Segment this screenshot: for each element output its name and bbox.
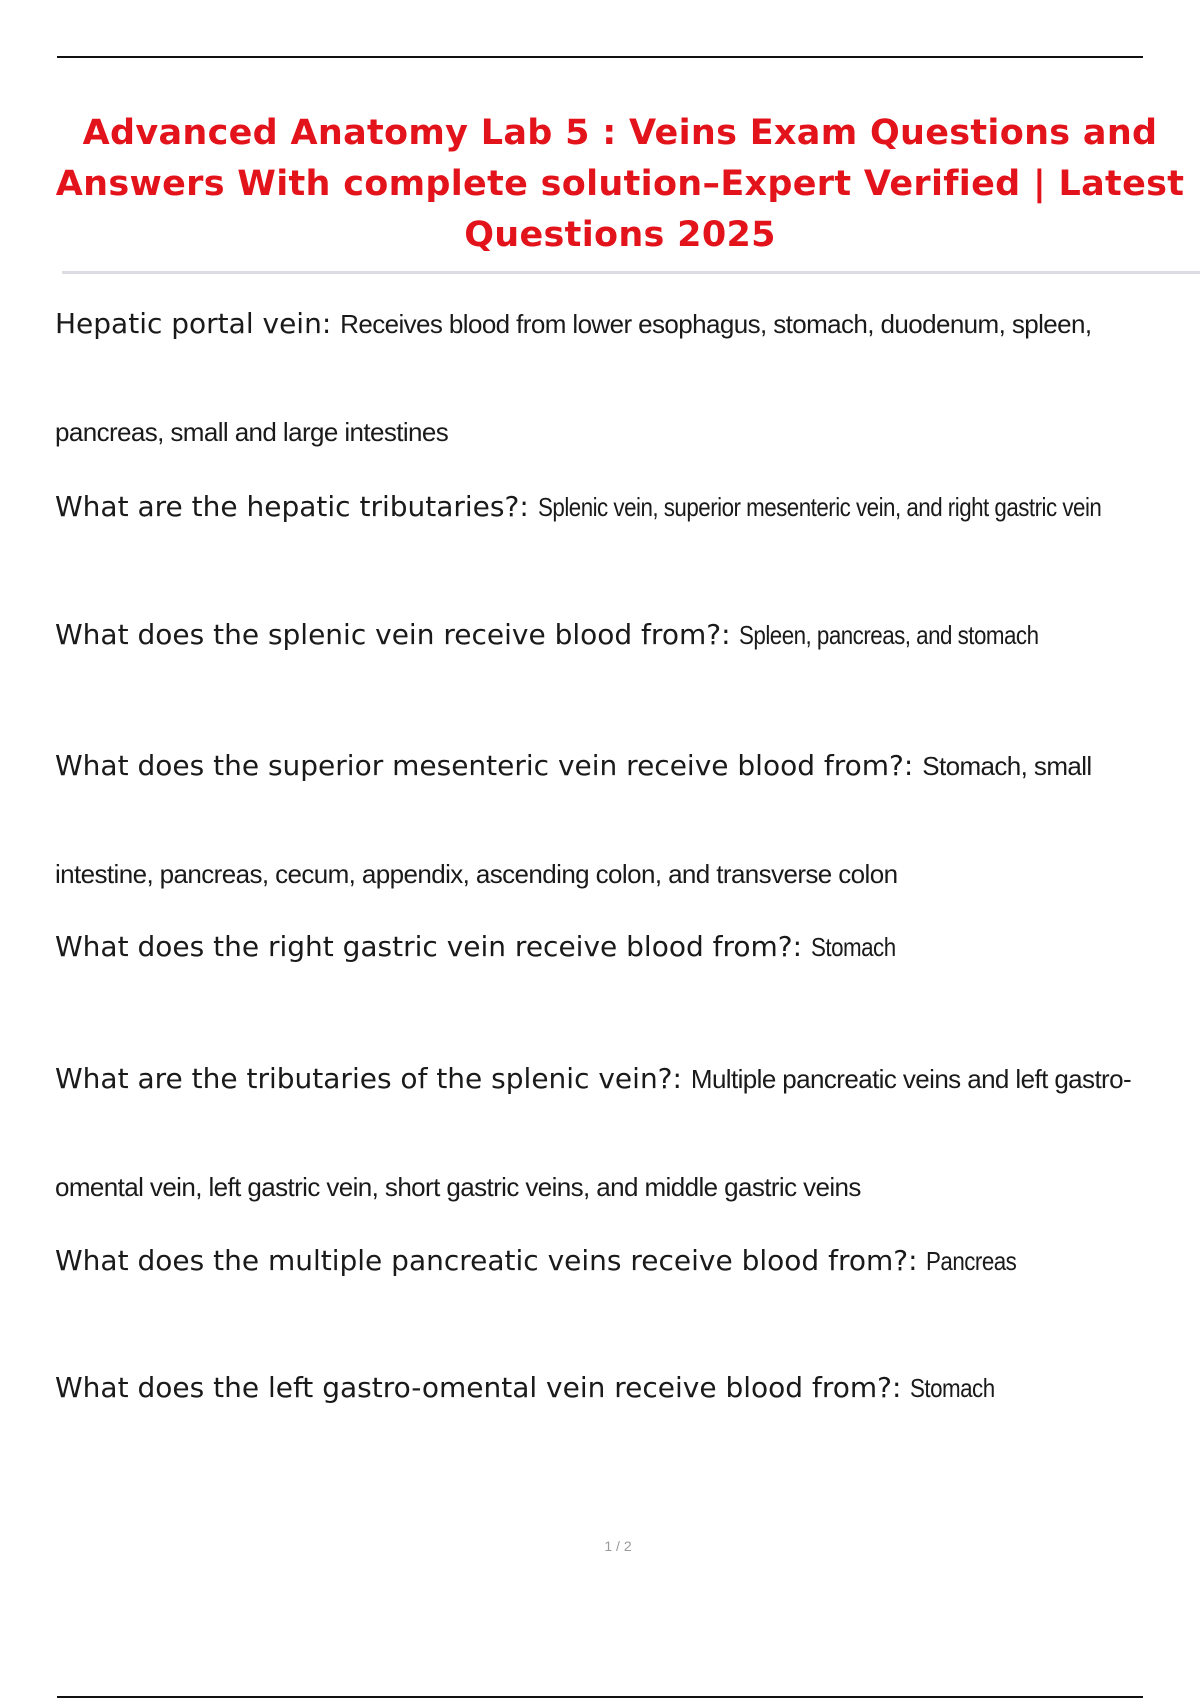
qa-item-hepatic-tributaries — [55, 490, 1200, 523]
qa-item-splenic-vein-tributaries — [55, 1025, 1195, 1241]
question-text: What does the superior mesenteric vein receive blood from?: — [55, 749, 914, 782]
document-title: Advanced Anatomy Lab 5 : Veins Exam Questions and Answers With complete solution–Expert Verified | Latest Questions 2025 — [55, 113, 1185, 255]
answer-text: Pancreas — [926, 1246, 1017, 1276]
answer-text: Stomach — [910, 1373, 995, 1403]
question-text: Hepatic portal vein: — [55, 307, 332, 340]
answer-text: Spleen, pancreas, and stomach — [739, 620, 1039, 650]
question-text: What does the right gastric vein receive blood from?: — [55, 930, 803, 963]
answer-text: Stomach, small intestine, pancreas, cecum, appendix, ascending colon, and transverse colon — [55, 751, 1092, 889]
qa-item-superior-mesenteric-vein-source — [55, 712, 1195, 928]
qa-item-pancreatic-veins-source — [55, 1244, 1200, 1277]
question-text: What are the hepatic tributaries?: — [55, 490, 529, 523]
answer-text: Splenic vein, superior mesenteric vein, and right gastric vein — [537, 492, 1102, 522]
answer-text: Stomach — [811, 932, 896, 962]
question-text: What does the multiple pancreatic veins receive blood from?: — [55, 1244, 918, 1277]
page-number: 1 / 2 — [604, 1538, 632, 1554]
qa-item-hepatic-portal-vein — [55, 270, 1195, 486]
qa-item-left-gastro-omental-vein-source — [55, 1371, 1200, 1404]
top-rule — [57, 56, 1143, 58]
bottom-rule — [57, 1696, 1143, 1698]
question-text: What does the left gastro-omental vein receive blood from?: — [55, 1371, 902, 1404]
question-text: What does the splenic vein receive blood from?: — [55, 618, 731, 651]
qa-item-right-gastric-vein-source — [55, 930, 1200, 963]
answer-text: Receives blood from lower esophagus, stomach, duodenum, spleen, pancreas, small and large intestines — [55, 309, 1092, 447]
question-text: What are the tributaries of the splenic vein?: — [55, 1062, 682, 1095]
qa-item-splenic-vein-source — [55, 618, 1200, 651]
answer-text: Multiple pancreatic veins and left gastro-omental vein, left gastric vein, short gastric veins, and middle gastric veins — [55, 1064, 1132, 1202]
